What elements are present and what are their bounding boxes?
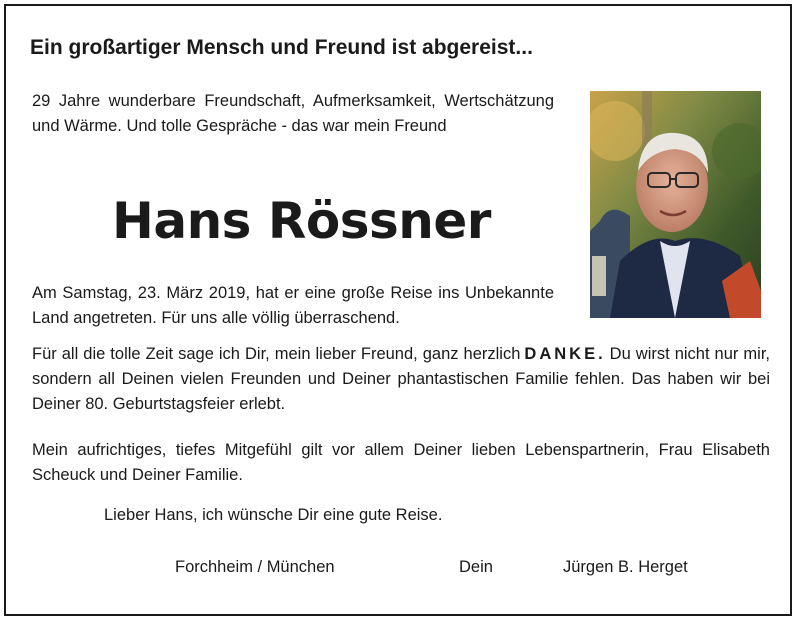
signature-place: Forchheim / München: [175, 558, 335, 576]
departure-paragraph: Am Samstag, 23. März 2019, hat er eine große Reise ins Unbekannte Land angetreten. Für uns alle völlig überraschend.: [32, 284, 554, 327]
signature-closing: Dein: [459, 558, 493, 576]
thanks-text-before: Für all die tolle Zeit sage ich Dir, mein lieber Freund, ganz herzlich: [32, 345, 521, 363]
thanks-text-after: Du wirst nicht nur mir, sondern all Deinen vielen Freunden und Deiner phantastischen Familie fehlen. Das haben wir bei Deiner 80. Geburtstagsfeier erlebt.: [32, 345, 770, 413]
danke-emphasis: DANKE.: [524, 345, 606, 363]
signature-sender: Jürgen B. Herget: [563, 558, 688, 576]
deceased-name: Hans Rössner: [112, 192, 491, 250]
farewell-wish: Lieber Hans, ich wünsche Dir eine gute Reise.: [104, 506, 443, 524]
condolence-paragraph: Mein aufrichtiges, tiefes Mitgefühl gilt vor allem Deiner lieben Lebenspartnerin, Frau Elisabeth Scheuck und Deiner Familie.: [32, 441, 770, 484]
thanks-paragraph: [32, 342, 770, 417]
headline: Ein großartiger Mensch und Freund ist abgereist...: [30, 36, 533, 59]
portrait-photo: [590, 91, 761, 318]
intro-paragraph: 29 Jahre wunderbare Freundschaft, Aufmerksamkeit, Wertschätzung und Wärme. Und tolle Gespräche - das war mein Freund: [32, 92, 554, 135]
